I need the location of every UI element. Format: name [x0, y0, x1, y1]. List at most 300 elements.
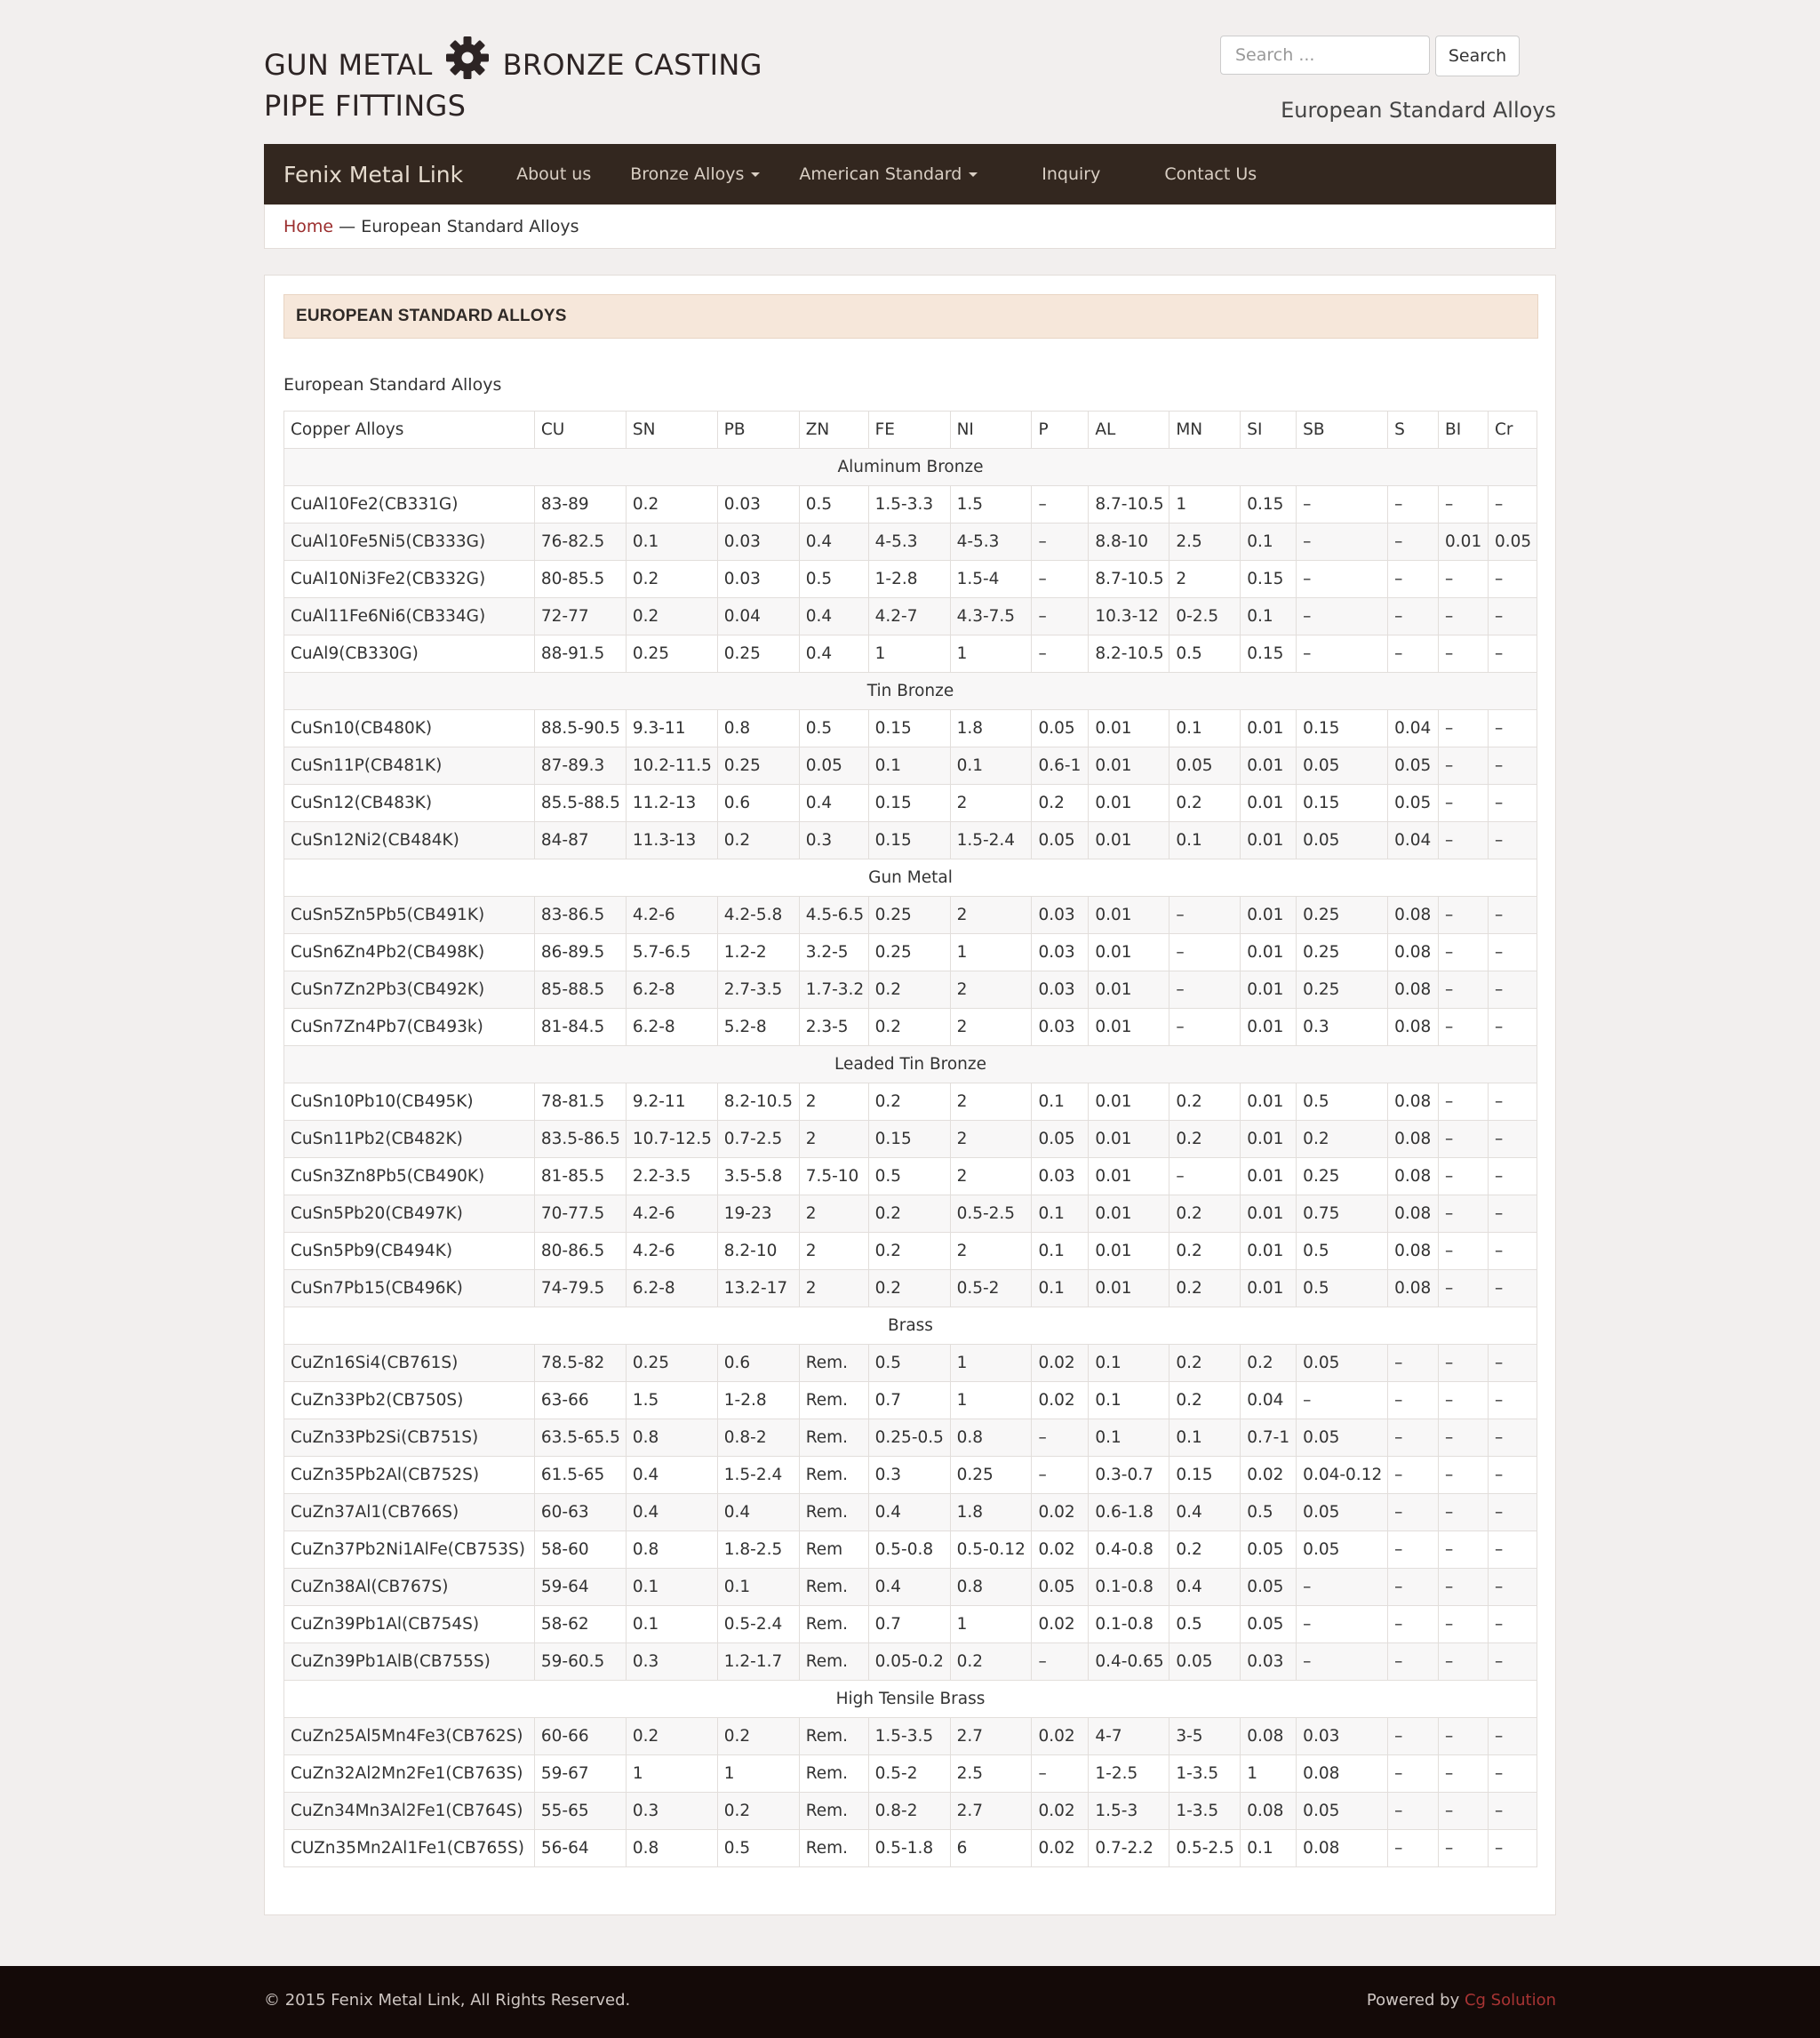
table-cell: 0.01 — [1089, 1121, 1169, 1158]
table-cell: 85.5-88.5 — [534, 785, 626, 822]
table-cell: CuSn12Ni2(CB484K) — [284, 822, 535, 859]
table-cell: 0.5 — [1169, 635, 1241, 673]
table-cell: – — [1488, 1345, 1537, 1382]
table-cell: 1.5 — [950, 486, 1032, 523]
table-cell: 0.6 — [717, 785, 799, 822]
table-cell: 83-86.5 — [534, 897, 626, 934]
table-cell: – — [1488, 1569, 1537, 1606]
table-cell: – — [1439, 1531, 1489, 1569]
table-cell: 1.5-3.3 — [868, 486, 950, 523]
search-input[interactable] — [1220, 36, 1430, 75]
table-cell: 1-3.5 — [1169, 1793, 1241, 1830]
table-cell: 0.01 — [1089, 971, 1169, 1009]
table-cell: 59-67 — [534, 1755, 626, 1793]
table-cell: 2 — [799, 1083, 868, 1121]
table-cell: 0.3 — [626, 1793, 717, 1830]
table-cell: 9.2-11 — [626, 1083, 717, 1121]
table-cell: 4.3-7.5 — [950, 598, 1032, 635]
table-cell: 0.1 — [1032, 1083, 1089, 1121]
table-cell: – — [1439, 486, 1489, 523]
table-cell: 0.1 — [626, 1606, 717, 1643]
table-cell: CuAl11Fe6Ni6(CB334G) — [284, 598, 535, 635]
table-cell: 1 — [950, 1345, 1032, 1382]
group-label: Brass — [284, 1307, 1537, 1345]
table-cell: 0.1 — [1169, 822, 1241, 859]
table-cell: 0.5-0.8 — [868, 1531, 950, 1569]
table-row — [284, 971, 1537, 1009]
table-cell: Rem. — [799, 1606, 868, 1643]
table-cell: 0.08 — [1388, 1121, 1439, 1158]
table-cell: 80-85.5 — [534, 561, 626, 598]
alloys-table — [283, 411, 1537, 1867]
table-cell: 0.5 — [1169, 1606, 1241, 1643]
table-cell: – — [1169, 1158, 1241, 1195]
table-cell: 85-88.5 — [534, 971, 626, 1009]
table-cell: 0.3-0.7 — [1089, 1457, 1169, 1494]
table-cell: 2.5 — [1169, 523, 1241, 561]
column-header: S — [1388, 412, 1439, 449]
table-cell: – — [1439, 1494, 1489, 1531]
table-row — [284, 785, 1537, 822]
table-cell: 1.8 — [950, 710, 1032, 747]
table-cell: 0.2 — [626, 561, 717, 598]
search-button[interactable]: Search — [1435, 36, 1520, 76]
table-cell: 59-60.5 — [534, 1643, 626, 1681]
table-cell: 0.01 — [1089, 897, 1169, 934]
table-cell: 0.1 — [626, 1569, 717, 1606]
table-cell: – — [1488, 934, 1537, 971]
table-cell: 1 — [950, 635, 1032, 673]
table-cell: – — [1488, 897, 1537, 934]
table-cell: 0.08 — [1388, 1083, 1439, 1121]
table-cell: CuAl10Fe5Ni5(CB333G) — [284, 523, 535, 561]
column-header: ZN — [799, 412, 868, 449]
table-cell: – — [1439, 934, 1489, 971]
navbar-brand[interactable]: Fenix Metal Link — [283, 161, 464, 188]
table-cell: 0.1 — [717, 1569, 799, 1606]
table-cell: – — [1439, 635, 1489, 673]
table-cell: 88.5-90.5 — [534, 710, 626, 747]
table-cell: – — [1169, 897, 1241, 934]
table-cell: 0.15 — [1169, 1457, 1241, 1494]
nav-item-american-standard[interactable] — [799, 164, 978, 184]
table-cell: 0.4 — [1169, 1494, 1241, 1531]
table-cell: 1.5-2.4 — [950, 822, 1032, 859]
table-cell: 1.2-2 — [717, 934, 799, 971]
table-cell: 74-79.5 — [534, 1270, 626, 1307]
column-header: PB — [717, 412, 799, 449]
table-cell: – — [1439, 598, 1489, 635]
table-cell: – — [1488, 1419, 1537, 1457]
table-cell: 0.02 — [1032, 1382, 1089, 1419]
footer-copyright: © 2015 Fenix Metal Link, All Rights Reserved. — [264, 1991, 631, 2010]
table-cell: – — [1032, 486, 1089, 523]
table-cell: 0.05 — [1241, 1531, 1297, 1569]
table-cell: 0.1-0.8 — [1089, 1606, 1169, 1643]
table-cell: – — [1297, 1382, 1388, 1419]
table-cell: 0.2 — [1169, 785, 1241, 822]
table-cell: 0.5 — [1297, 1083, 1388, 1121]
table-cell: 0.15 — [1241, 561, 1297, 598]
table-cell: 0.8 — [626, 1419, 717, 1457]
table-cell: 0.25 — [1297, 971, 1388, 1009]
table-cell: 1.5-2.4 — [717, 1457, 799, 1494]
group-label: High Tensile Brass — [284, 1681, 1537, 1718]
table-cell: 0.2 — [868, 1083, 950, 1121]
table-cell: 0.02 — [1032, 1718, 1089, 1755]
table-cell: 0.01 — [1241, 1270, 1297, 1307]
table-cell: Rem. — [799, 1830, 868, 1867]
table-cell: 1 — [950, 934, 1032, 971]
table-cell: 0.4-0.65 — [1089, 1643, 1169, 1681]
table-cell: 0.3 — [868, 1457, 950, 1494]
table-cell: 0.02 — [1032, 1606, 1089, 1643]
table-cell: 13.2-17 — [717, 1270, 799, 1307]
table-row — [284, 1083, 1537, 1121]
table-row — [284, 1121, 1537, 1158]
table-cell: 58-62 — [534, 1606, 626, 1643]
table-cell: 0.4 — [799, 635, 868, 673]
table-cell: 0.01 — [1241, 934, 1297, 971]
table-cell: 1.5 — [626, 1382, 717, 1419]
table-cell: 0.01 — [1089, 710, 1169, 747]
table-cell: – — [1388, 1793, 1439, 1830]
table-cell: 0.8 — [626, 1531, 717, 1569]
table-cell: 0.08 — [1388, 1195, 1439, 1233]
table-cell: 2 — [950, 1009, 1032, 1046]
table-cell: 0.01 — [1089, 934, 1169, 971]
table-cell: 6.2-8 — [626, 1009, 717, 1046]
table-cell: 0.01 — [1241, 1121, 1297, 1158]
table-cell: 2 — [799, 1233, 868, 1270]
table-cell: 2.2-3.5 — [626, 1158, 717, 1195]
table-cell: 1-2.8 — [868, 561, 950, 598]
column-header: CU — [534, 412, 626, 449]
table-cell: 0.08 — [1241, 1793, 1297, 1830]
table-cell: 0.15 — [868, 785, 950, 822]
column-header: NI — [950, 412, 1032, 449]
table-cell: 0.02 — [1241, 1457, 1297, 1494]
table-cell: 0.5-2.5 — [950, 1195, 1032, 1233]
table-row — [284, 1830, 1537, 1867]
table-cell: 11.2-13 — [626, 785, 717, 822]
table-cell: Rem. — [799, 1457, 868, 1494]
table-group-row — [284, 673, 1537, 710]
table-row — [284, 523, 1537, 561]
table-cell: 0.05 — [1297, 1419, 1388, 1457]
table-cell: 0.05 — [1388, 747, 1439, 785]
table-cell: CuZn39Pb1AlB(CB755S) — [284, 1643, 535, 1681]
table-cell: 0.25-0.5 — [868, 1419, 950, 1457]
table-cell: 63-66 — [534, 1382, 626, 1419]
table-cell: Rem. — [799, 1419, 868, 1457]
table-cell: 0.8-2 — [868, 1793, 950, 1830]
table-group-row — [284, 449, 1537, 486]
nav-item-bronze-alloys[interactable] — [630, 164, 760, 184]
table-cell: 8.7-10.5 — [1089, 486, 1169, 523]
table-cell: CuZn33Pb2Si(CB751S) — [284, 1419, 535, 1457]
table-cell: 0.04 — [717, 598, 799, 635]
table-cell: 0.01 — [1089, 1270, 1169, 1307]
table-cell: 0.01 — [1089, 1009, 1169, 1046]
table-cell: – — [1032, 1419, 1089, 1457]
table-row — [284, 710, 1537, 747]
column-header: Copper Alloys — [284, 412, 535, 449]
table-cell: – — [1388, 561, 1439, 598]
table-cell: 1 — [950, 1606, 1032, 1643]
table-cell: 0.1-0.8 — [1089, 1569, 1169, 1606]
table-cell: 0.2 — [1169, 1345, 1241, 1382]
table-cell: 0.1 — [1032, 1195, 1089, 1233]
table-cell: 1.5-3.5 — [868, 1718, 950, 1755]
table-cell: – — [1488, 598, 1537, 635]
table-cell: 10.3-12 — [1089, 598, 1169, 635]
table-cell: 4.2-6 — [626, 897, 717, 934]
footer-powered-by — [1367, 1991, 1556, 2010]
table-cell: CuSn11P(CB481K) — [284, 747, 535, 785]
table-cell: – — [1488, 1382, 1537, 1419]
table-cell: Rem. — [799, 1494, 868, 1531]
table-cell: 0.8-2 — [717, 1419, 799, 1457]
table-cell: – — [1388, 1419, 1439, 1457]
table-cell: – — [1169, 1009, 1241, 1046]
gear-icon — [445, 36, 490, 80]
table-cell: 0.05 — [1241, 1569, 1297, 1606]
table-cell: CuZn38Al(CB767S) — [284, 1569, 535, 1606]
table-cell: – — [1297, 1569, 1388, 1606]
table-cell: – — [1439, 747, 1489, 785]
table-cell: 1 — [1241, 1755, 1297, 1793]
table-cell: 0.15 — [868, 822, 950, 859]
table-cell: – — [1488, 971, 1537, 1009]
table-row — [284, 598, 1537, 635]
table-cell: – — [1439, 1569, 1489, 1606]
table-cell: – — [1439, 897, 1489, 934]
table-cell: – — [1439, 1643, 1489, 1681]
table-cell: – — [1439, 1121, 1489, 1158]
table-cell: 0.01 — [1241, 1009, 1297, 1046]
table-cell: Rem. — [799, 1345, 868, 1382]
table-cell: 0.03 — [717, 523, 799, 561]
nav-item-contact-us[interactable] — [1164, 164, 1257, 184]
table-cell: 0.04-0.12 — [1297, 1457, 1388, 1494]
table-cell: 1-3.5 — [1169, 1755, 1241, 1793]
nav-item-inquiry[interactable] — [1042, 164, 1100, 184]
caret-down-icon — [969, 172, 978, 177]
table-cell: 81-85.5 — [534, 1158, 626, 1195]
nav-item-about-us[interactable] — [516, 164, 591, 184]
column-header: P — [1032, 412, 1089, 449]
table-cell: 76-82.5 — [534, 523, 626, 561]
column-header: MN — [1169, 412, 1241, 449]
table-cell: 0.01 — [1241, 822, 1297, 859]
table-cell: – — [1488, 1195, 1537, 1233]
table-cell: 0-2.5 — [1169, 598, 1241, 635]
nav-item-label: Inquiry — [1042, 164, 1101, 184]
nav-item-label: Bronze Alloys — [630, 164, 745, 184]
table-cell: 63.5-65.5 — [534, 1419, 626, 1457]
table-cell: 19-23 — [717, 1195, 799, 1233]
table-cell: Rem. — [799, 1755, 868, 1793]
table-cell: – — [1169, 934, 1241, 971]
table-cell: 0.01 — [1089, 1233, 1169, 1270]
table-cell: 4.2-6 — [626, 1195, 717, 1233]
table-cell: 0.05 — [1169, 1643, 1241, 1681]
table-cell: – — [1439, 1755, 1489, 1793]
table-cell: 4.5-6.5 — [799, 897, 868, 934]
table-cell: CuSn7Zn4Pb7(CB493k) — [284, 1009, 535, 1046]
table-cell: 0.05 — [1032, 710, 1089, 747]
footer-powered-link[interactable]: Cg Solution — [1464, 1991, 1556, 2010]
table-cell: 0.05 — [1297, 1531, 1388, 1569]
table-cell: 0.1 — [1241, 1830, 1297, 1867]
table-cell: 4.2-6 — [626, 1233, 717, 1270]
table-row — [284, 1457, 1537, 1494]
table-cell: 1.5-4 — [950, 561, 1032, 598]
table-cell: 1.8 — [950, 1494, 1032, 1531]
table-cell: 78-81.5 — [534, 1083, 626, 1121]
table-cell: – — [1488, 822, 1537, 859]
table-cell: 1-2.8 — [717, 1382, 799, 1419]
table-cell: 0.03 — [1297, 1718, 1388, 1755]
table-row — [284, 934, 1537, 971]
table-cell: 0.01 — [1241, 1083, 1297, 1121]
table-cell: 4.2-5.8 — [717, 897, 799, 934]
table-cell: 0.25 — [868, 897, 950, 934]
table-cell: – — [1488, 1830, 1537, 1867]
nav-item-label: American Standard — [799, 164, 962, 184]
table-cell: – — [1488, 486, 1537, 523]
table-cell: 0.1 — [1089, 1345, 1169, 1382]
table-cell: 8.2-10 — [717, 1233, 799, 1270]
table-cell: 0.2 — [1169, 1270, 1241, 1307]
table-cell: 0.2 — [868, 1233, 950, 1270]
table-cell: 0.2 — [717, 1793, 799, 1830]
table-cell: 0.2 — [1169, 1233, 1241, 1270]
table-cell: CuSn7Zn2Pb3(CB492K) — [284, 971, 535, 1009]
table-cell: CuZn35Pb2Al(CB752S) — [284, 1457, 535, 1494]
table-cell: – — [1488, 1270, 1537, 1307]
table-cell: 0.7 — [868, 1606, 950, 1643]
table-row — [284, 1382, 1537, 1419]
breadcrumb-home-link[interactable]: Home — [283, 217, 334, 236]
table-cell: 0.7-2.5 — [717, 1121, 799, 1158]
table-cell: 0.1 — [950, 747, 1032, 785]
table-cell: CuSn3Zn8Pb5(CB490K) — [284, 1158, 535, 1195]
table-cell: 0.4 — [799, 785, 868, 822]
table-cell: 0.08 — [1388, 1158, 1439, 1195]
table-cell: 0.03 — [1032, 971, 1089, 1009]
table-cell: 9.3-11 — [626, 710, 717, 747]
table-cell: 0.03 — [717, 486, 799, 523]
table-cell: 0.08 — [1297, 1755, 1388, 1793]
table-cell: Rem. — [799, 1793, 868, 1830]
table-cell: CuSn5Pb20(CB497K) — [284, 1195, 535, 1233]
table-cell: – — [1032, 1643, 1089, 1681]
table-cell: 0.3 — [799, 822, 868, 859]
table-cell: CuSn11Pb2(CB482K) — [284, 1121, 535, 1158]
table-cell: – — [1439, 1718, 1489, 1755]
table-cell: 2 — [799, 1195, 868, 1233]
table-cell: – — [1388, 1345, 1439, 1382]
site-title[interactable] — [264, 36, 762, 126]
table-cell: 2.7 — [950, 1718, 1032, 1755]
group-label: Gun Metal — [284, 859, 1537, 897]
table-cell: 0.5 — [799, 486, 868, 523]
table-cell: CuZn25Al5Mn4Fe3(CB762S) — [284, 1718, 535, 1755]
table-cell: 2.3-5 — [799, 1009, 868, 1046]
table-cell: 4-7 — [1089, 1718, 1169, 1755]
table-cell: 0.08 — [1297, 1830, 1388, 1867]
table-cell: 0.2 — [1297, 1121, 1388, 1158]
table-cell: – — [1488, 635, 1537, 673]
table-cell: 0.5 — [1241, 1494, 1297, 1531]
page-title: EUROPEAN STANDARD ALLOYS — [283, 294, 1538, 339]
table-row — [284, 635, 1537, 673]
table-row — [284, 1643, 1537, 1681]
table-cell: – — [1488, 1718, 1537, 1755]
table-cell: 0.7-1 — [1241, 1419, 1297, 1457]
table-cell: 0.6 — [717, 1345, 799, 1382]
table-cell: 8.2-10.5 — [717, 1083, 799, 1121]
table-cell: 0.02 — [1032, 1531, 1089, 1569]
table-cell: – — [1032, 1755, 1089, 1793]
table-cell: – — [1439, 561, 1489, 598]
table-cell: – — [1297, 598, 1388, 635]
table-cell: 0.2 — [1241, 1345, 1297, 1382]
breadcrumb-separator: — — [333, 217, 362, 236]
table-cell: 86-89.5 — [534, 934, 626, 971]
table-cell: 0.2 — [1169, 1382, 1241, 1419]
table-cell: Rem. — [799, 1643, 868, 1681]
table-cell: 0.5-0.12 — [950, 1531, 1032, 1569]
table-group-row — [284, 1307, 1537, 1345]
table-cell: – — [1388, 1830, 1439, 1867]
table-cell: – — [1032, 561, 1089, 598]
table-cell: 3.5-5.8 — [717, 1158, 799, 1195]
table-row — [284, 1270, 1537, 1307]
table-cell: 0.15 — [1241, 635, 1297, 673]
table-cell: 0.1 — [1032, 1270, 1089, 1307]
table-cell: 0.15 — [1297, 785, 1388, 822]
table-cell: 0.04 — [1388, 822, 1439, 859]
table-cell: 2 — [950, 1121, 1032, 1158]
table-cell: 0.03 — [717, 561, 799, 598]
table-cell: 0.6-1.8 — [1089, 1494, 1169, 1531]
table-cell: 0.15 — [1297, 710, 1388, 747]
table-cell: 0.4 — [799, 523, 868, 561]
table-cell: 0.25 — [1297, 934, 1388, 971]
table-cell: 0.1 — [1169, 1419, 1241, 1457]
table-cell: – — [1439, 1793, 1489, 1830]
table-cell: – — [1439, 1009, 1489, 1046]
table-cell: 56-64 — [534, 1830, 626, 1867]
table-cell: – — [1388, 1382, 1439, 1419]
table-cell: – — [1169, 971, 1241, 1009]
table-cell: 0.4 — [626, 1494, 717, 1531]
table-cell: 0.3 — [626, 1643, 717, 1681]
table-cell: 2 — [950, 1083, 1032, 1121]
table-cell: – — [1032, 523, 1089, 561]
table-row — [284, 1606, 1537, 1643]
table-cell: CuSn10(CB480K) — [284, 710, 535, 747]
table-cell: 1.8-2.5 — [717, 1531, 799, 1569]
table-cell: 0.2 — [1169, 1531, 1241, 1569]
table-cell: 4-5.3 — [950, 523, 1032, 561]
table-cell: – — [1439, 1830, 1489, 1867]
footer-powered-prefix: Powered by — [1366, 1991, 1465, 2010]
table-cell: 0.5 — [1297, 1270, 1388, 1307]
